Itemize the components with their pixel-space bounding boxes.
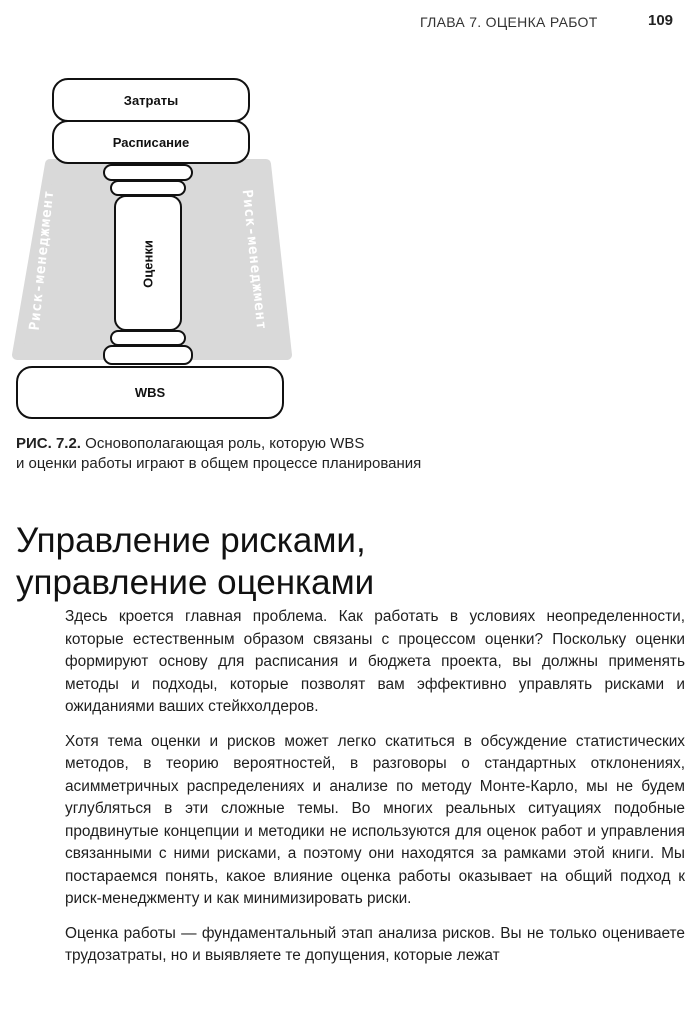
schedule-label: Расписание [112, 134, 190, 150]
body-text [65, 606, 685, 968]
caption-line-1: Основополагающая роль, которую WBS [85, 435, 365, 452]
chapter-title: ГЛАВА 7. ОЦЕНКА РАБОТ [420, 14, 598, 30]
section-heading [16, 520, 374, 604]
capital-ring-upper [103, 164, 193, 181]
paragraph-1: Здесь кроется главная проблема. Как работать в условиях неопределенности, которые естественным образом связаны с процессом оценки? Поскольку оценки формируют основу для расписания и бюджета проекта, вы должны применять методы и подходы, которые позволят вам эффективно управлять рисками и ожиданиями ваших стейкхолдеров. [65, 608, 685, 715]
section-title-line-1: Управление рисками, [16, 521, 366, 560]
base-ring-lower [103, 345, 193, 365]
right-risk-label: Риск-менеджмент [238, 188, 270, 332]
caption-line-2: и оценки работы играют в общем процессе планирования [16, 455, 422, 472]
page-number: 109 [648, 12, 674, 29]
paragraph-3: Оценка работы — фундаментальный этап анализа рисков. Вы не только оцениваете трудозатраты, но и выявляете те допущения, которые лежат [65, 924, 685, 964]
base-ring-upper [110, 330, 186, 346]
schedule-slab [52, 120, 250, 164]
capital-ring-lower [110, 180, 186, 196]
pillar-figure [0, 0, 700, 430]
wbs-label: WBS [134, 385, 166, 400]
figure-caption [16, 434, 686, 474]
paragraph-2: Хотя тема оценки и рисков может легко скатиться в обсуждение статистических методов, в теорию вероятностей, в разговоры о стандартных отклонениях, асимметричных распределениях и анализе по методу Монте-Карло, мы не будем углубляться в эти сложные темы. Во многих реальных ситуациях подобные продвинутые концепции и методики не используются для оценок работ и управления связанными с ними рисками, а поэтому они находятся за рамками этой книги. Мы постараемся понять, какое влияние оценка работы оказывает на общий подход к риск-менеджменту и как минимизировать риски. [65, 732, 685, 907]
left-risk-label: Риск-менеджмент [26, 188, 58, 332]
section-title-line-2: управление оценками [16, 563, 375, 602]
estimates-label: Оценки [140, 240, 156, 288]
caption-number: РИС. 7.2. [16, 435, 81, 452]
costs-slab [52, 78, 250, 122]
wbs-base [16, 366, 284, 419]
costs-label: Затраты [123, 92, 179, 108]
